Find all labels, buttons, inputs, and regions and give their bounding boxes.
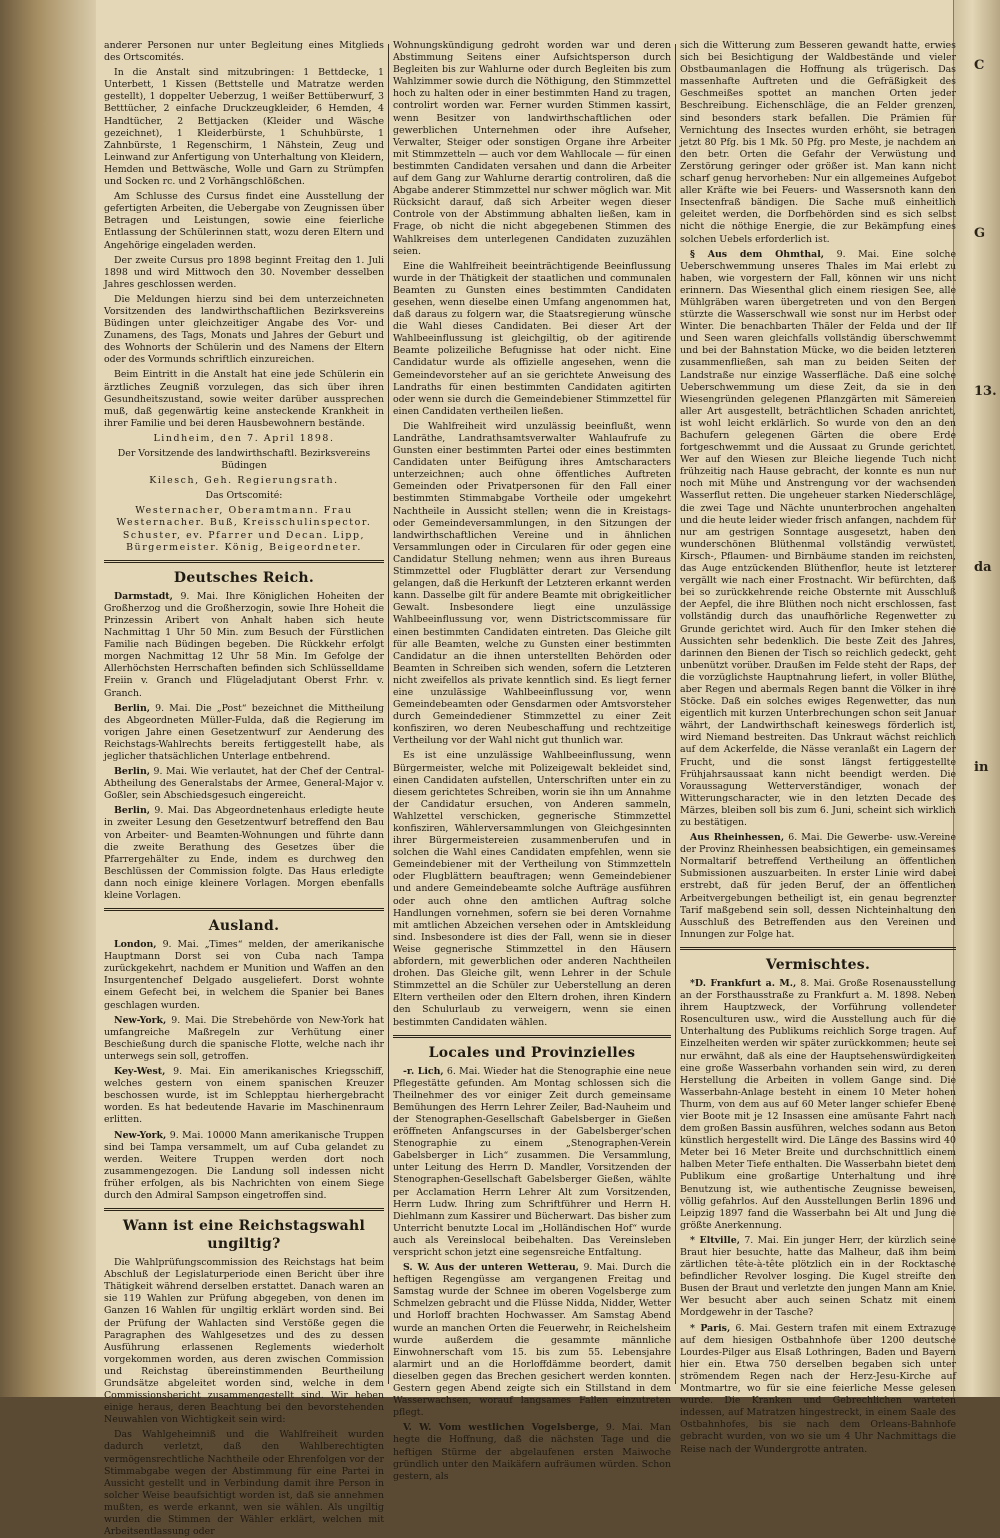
- dateline-place: Key-West,: [114, 1066, 166, 1078]
- news-item: 9. Mai. Die Strebehörde von New-York hat umfangreiche Maßregeln zur Verhütung einer Beschießung durch die spanische Flotte, welche nach ihr unterwegs sein soll, getroffen.: [104, 1014, 384, 1062]
- news-item: 9. Mai. Man hegte die Hoffnung, daß die nächsten Tage und die heftigen Stürme der abgelaufenen ersten Maiwoche gründlich unter den Maikäfern aufräumen würden. Schon gestern, als: [393, 1422, 671, 1482]
- dateline-place: Berlin,: [114, 766, 151, 778]
- news-item: 9. Mai. Die „Post“ bezeichnet die Mittheilung des Abgeordneten Müller-Fulda, daß die Regierung im vorigen Jahre einen Gesetzentwurf zur Aenderung des Reichstags-Wahlrechts bereits fertiggestellt habe, als jeglicher thatsächlichen Unterlage entbehrend.: [104, 702, 384, 762]
- column-divider: [388, 44, 389, 1384]
- paragraph: Am Schlusse des Cursus findet eine Ausstellung der gefertigten Arbeiten, die Uebergabe von Zeugnissen über Betragen und Leistungen, sowie eine feierliche Entlassung der Schülerinnen statt, wozu deren Eltern und Angehörige eingeladen werden.: [104, 191, 384, 251]
- section-rule: [393, 1035, 671, 1038]
- dateline-place: New-York,: [114, 1129, 167, 1141]
- dateline-place: V. W. Vom westlichen Vogelsberge,: [403, 1422, 599, 1434]
- dateline-place: Aus Rheinhessen,: [690, 832, 785, 844]
- paragraph: In die Anstalt sind mitzubringen: 1 Bettdecke, 1 Unterbett, 1 Kissen (Bettstelle und Matratze werden gestellt), 1 doppelter Ueberzug, 1 weißer Bettüberwurf, 3 Betttücher, 2 einfache Druckzeugkleider, 6 Hemden, 4 Handtücher, 2 Bettjacken (Kleider und Wäsche gezeichnet), 1 Kleiderbürste, 1 Schuhbürste, 1 Zahnbürste, 1 Regenschirm, 1 Nähstein, Zeug und Leinwand zur Anfertigung von Unterhaltung von Kleidern, Hemden und Bettwäsche, Wolle und Garn zu Strümpfen und Socken rc. und 2 Vorhängschlößchen.: [104, 67, 384, 188]
- dateline-place: Berlin,: [114, 805, 151, 817]
- paragraph: Das Wahlgeheimniß und die Wahlfreiheit wurden dadurch verletzt, daß den Wahlberechtigten vermögensrechtliche Nachtheile oder Ehrenfolgen vor der Stimmabgabe wegen der Abstimmung für eine Partei in Aussicht gestellt und in Verbindung damit ihre Person in solcher Weise beaufsichtigt worden ist, daß sie annehmen mußten, es werde erkannt, wen sie wählen. Als ungiltig wurden die Stimmen der Wähler erklärt, welchen mit Arbeitsentlassung oder: [104, 1429, 384, 1538]
- section-heading: Ausland.: [208, 918, 280, 935]
- news-item: 6. Mai. Gestern trafen mit einem Extrazuge auf dem hiesigen Ostbahnhofe über 1200 deutsche Lourdes-Pilger aus Elsaß Lothringen, Baden und Bayern hier ein. Etwa 750 derselben begaben sich unter strömendem Regen nach der Herz-Jesu-Kirche auf Montmartre, wo für sie eine feierliche Messe gelesen wurde. Die Kranken und Gebrechlichen warteten indessen, auf Matratzen hingestreckt, in einem Saale des Ostbahnhofes, bis sie nach dem Orleans-Bahnhofe gebracht wurden, von wo sie um 4 Uhr Nachmittags die Reise nach der Wundergrotte antraten.: [680, 1322, 956, 1455]
- section-rule: [680, 947, 956, 950]
- article-heading: Wann ist eine Reichstagswahl ungiltig?: [122, 1218, 366, 1253]
- paragraph: anderer Personen nur unter Begleitung eines Mitglieds des Ortscomités.: [104, 40, 384, 64]
- page-binding-edge: [0, 0, 96, 1397]
- section-rule: [104, 908, 384, 911]
- dateline-place: London,: [114, 939, 157, 951]
- paragraph: Die Wahlfreiheit wird unzulässig beeinflußt, wenn Landräthe, Landrathsamtsverwalter Wahlaufrufe zu Gunsten einer bestimmten Partei oder eines bestimmten Candidaten unter Beifügung ihres Amtscharacters unterzeichnen; auch ohne öffentliches Auftreten Gemeinden oder Privatpersonen für den Fall einer bestimmten Stimmabgabe Vortheile oder umgekehrt Nachtheile in Aussicht stellen; wenn die in Kreistags- oder Gemeindeversammlungen, in den Sitzungen der landwirthschaftlichen Vereine und in ähnlichen Versammlungen oder in Circularen für oder gegen eine Candidatur Stellung nehmen; wenn aus ihren Bureaus Stimmzettel oder Flugblätter derart zur Versendung gelangen, daß die Herkunft der Letzteren erkannt werden kann. Dasselbe gilt für andere Beamte mit obrigkeitlicher Gewalt. Insbesondere liegt eine unzulässige Wahlbeeinflussung vor, wenn Districtscommissare für einen bestimmten Candidaten eintreten. Das Gleiche gilt für alle Beamten, welche zu Gunsten einer bestimmten Candidatur an die ihnen unterstellten Behörden oder Beamten in Schreiben sich wenden, sofern die Letzteren nicht zweifellos als private kenntlich sind. Es liegt ferner eine unzulässige Wahlbeeinflussung vor, wenn Gemeindebeamten oder Gensdarmen oder Amtsvorsteher durch Gemeindediener Stimmzettel zu einer Zeit konfisziren, wo deren Neubeschaffung und rechtzeitige Vertheilung vor der Wahl nicht gut thunlich war.: [393, 420, 671, 747]
- dateline-place: § Aus dem Ohmthal,: [690, 248, 825, 260]
- dateline-place: S. W. Aus der unteren Wetterau,: [403, 1262, 579, 1274]
- signature-names: Westernacher, Oberamtmann. Frau Westernacher. Buß, Kreisschulinspector. Schuster, ev. Pfarrer und Decan. Lipp, Bürgermeister. König, Beigeordneter.: [116, 505, 372, 553]
- dateline-place: Darmstadt,: [114, 590, 173, 602]
- paragraph: sich die Witterung zum Besseren gewandt hatte, erwies sich bei Besichtigung der Waldbestände und vieler Obstbaumanlagen die Hoffnung als trügerisch. Das massenhafte Auftreten und die Gefräßigkeit des Geschmeißes spottet an manchen Orten jeder Beschreibung. Eichenschläge, die an Felder grenzen, sind besonders stark befallen. Die Prämien für Vernichtung des Insectes wurden erhöht, sie betragen jetzt 80 Pfg. bis 1 Mk. 50 Pfg. pro Meste, je nachdem an den betr. Orten die Gefahr der Verwüstung und Zerstörung geringer oder größer ist. Man kann nicht scharf genug hervorheben: Nur ein allgemeines Aufgebot aller Kräfte wie bei Feuers- und Wassersnoth kann den Insectenfraß bändigen. Die Sache muß einheitlich geleitet werden, die Dorfbehörden sind es sich selbst nicht die nöthige Energie, die zur Bekämpfung eines solchen Uebels erforderlich ist.: [680, 40, 956, 245]
- dateline-place: -r. Lich,: [403, 1065, 444, 1077]
- dateline-place: New-York,: [114, 1014, 167, 1026]
- news-item: 9. Mai. Eine solche Ueberschwemmung unseres Thales im Mai erlebt zu haben, wie vorgestern der Fall, können wir uns nicht erinnern. Das Wiesenthal glich einem riesigen See, alle Mühlgräben waren übergetreten und von den Bergen stürzte die Wasserschwall wie sonst nur im Herbst oder Winter. Die benachbarten Thäler der Felda und der Ilf und Seen waren gleichfalls vollständig überschwemmt und bei der Bahnstation Mücke, wo die beiden letzteren zusammenfließen, sah man zu beiden Seiten der Landstraße nur einzige Wasserfläche. Daß eine solche Ueberschwemmung um diese Zeit, da sie in den Wiesengründen gelegenen Pflanzgärten mit Sämereien aller Art ausgestellt, beträchtlichen Schaden anrichtet, ist wohl leicht erklärlich. So wurde von den an den Bachufern gelegenen Gärten die obere Erde fortgeschwemmt und die Aussaat zu Grunde gerichtet. Wer auf den Wiesen zur Bleiche liegende Tuch nicht frühzeitig nach Hause gebracht, der konnte es nun nur noch mit Mühe und Anstrengung vor der wachsenden Wasserflut retten. Die ungeheuer starken Niederschläge, die zwei Tage und Nächte ununterbrochen angehalten und die heute leider wieder frisch anfangen, nachdem für nur am gestrigen Sonntage ausgesetzt, haben den wunderschönen Blüthenmal vollständig verwüstet. Kirsch-, Pflaumen- und Birnbäume standen im reichsten, das Auge entzückenden Blüthenflor, heute ist letzterer vergällt wie nach einer Frostnacht. Wir befürchten, daß bei so zurückkehrende reiche Obsternte mit Ausschluß der Aepfel, die ihre Blüthen noch nicht erschlossen, fast vollständig durch das unaufhörliche Regenwetter zu Grunde gerichtet wird. Auch für den Imker stehen die Aussichten sehr bedenklich. Die beste Zeit des Jahres, darinnen den Bienen der Tisch so reichlich gedeckt, geht unbenützt vorüber. Draußen im Felde steht der Raps, der die vorzüglichste Hauptnahrung liefert, in voller Blüthe, aber Regen und abermals Regen bannt die Völker in ihre Stöcke. Daß ein solches ewiges Regenwetter, das nun eigentlich mit kurzen Unterbrechungen schon seit Januar währt, der Landwirthschaft keineswegs förderlich ist, wird Niemand bestreiten. Das Unkraut wächst reichlich auf dem Ackerfelde, die Nässe veranlaßt ein Lagern der Frucht, und die sonst längst fertiggestellte Frühjahrsaussaat kann nicht beendigt werden. Die Voraussagung Wetterverständiger, wonach der Witterungscharacter, wie in den letzten Decade des Märzes, bleiben soll bis zum 6. Juni, scheint sich wirklich zu bestätigen.: [680, 248, 956, 828]
- adjacent-page-strip: [953, 0, 1000, 1397]
- dateline-place: * Eltville,: [690, 1234, 740, 1246]
- paragraph: Die Meldungen hierzu sind bei dem unterzeichneten Vorsitzenden des landwirthschaftlichen Bezirksvereins Büdingen unter gleichzeitiger Angabe des Vor- und Zunamens, des Tags, Monats und Jahres der Geburt und des Wohnorts der Schülerin und des Namens der Eltern oder des Vormunds schriftlich einzureichen.: [104, 293, 384, 366]
- paragraph: Beim Eintritt in die Anstalt hat eine jede Schülerin ein ärztliches Zeugniß vorzulegen, das sich über ihren Gesundheitszustand, sowie weiter darüber aussprechen muß, daß gegenwärtig keine ansteckende Krankheit in ihrer Familie und bei deren Hausbewohnern bestände.: [104, 369, 384, 429]
- dateline: Lindheim, den 7. April 1898.: [153, 432, 335, 444]
- signature-title: Der Vorsitzende des landwirthschaftl. Bezirksvereins Büdingen: [117, 448, 371, 472]
- signature-name: Kilesch, Geh. Regierungsrath.: [149, 475, 339, 487]
- column-2: [393, 40, 671, 1482]
- strip-fragment: G: [974, 226, 986, 241]
- column-1: [104, 40, 385, 1538]
- column-3: [680, 40, 957, 1455]
- news-item: 8. Mai. Große Rosenausstellung an der Forsthausstraße zu Frankfurt a. M. 1898. Neben ihrem Hauptzweck, der Vorführung vollendeter Rosenculturen usw., wird die Ausstellung auch für die Unterhaltung des Publikums reichlich Sorge tragen. Auf Einzelheiten werden wir später zurückkommen; heute sei nur erwähnt, daß als eine der Hauptsehenswürdigkeiten eine große Wasserbahn vorhanden sein wird, zu deren Herstellung die Arbeiten in vollem Gange sind. Die Wasserbahn-Anlage besteht in einem 10 Meter hohen Thurm, von dem aus auf 60 Meter langer schiefer Ebene vier Boote mit je 12 Insassen eine amüsante Fahrt nach dem großen Bassin ausführen, welches sodann aus Beton künstlich hergestellt wird. Die Länge des Bassins wird 40 Meter bei 16 Meter Breite und durchschnittlich einem halben Meter Tiefe enthalten. Die Wasserbahn bietet dem Publikum eine großartige Unterhaltung und ihre Benutzung ist, wie authentische Zeugnisse beweisen, völlig gefahrlos. Auf den Ausstellungen Berlin 1896 und Leipzig 1897 fand die Wasserbahn bei Alt und Jung die größte Anerkennung.: [680, 977, 957, 1231]
- section-heading: Vermischtes.: [765, 956, 871, 973]
- section-rule: [104, 560, 384, 563]
- news-item: 9. Mai. Das Abgeordnetenhaus erledigte heute in zweiter Lesung den Gesetzentwurf betreffend den Bau von Arbeiter- und Beamten-Wohnungen und führte dann die zweite Berathung des Gesetzes über die Pfarrergehälter zu Ende, indem es durchweg den Beschlüssen der Commission folgte. Das Haus erledigte dann noch einige kleinere Vorlagen. Morgen ebenfalls kleine Vorlagen.: [104, 805, 384, 901]
- dateline-place: *D. Frankfurt a. M.,: [690, 977, 797, 989]
- paragraph: Der zweite Cursus pro 1898 beginnt Freitag den 1. Juli 1898 und wird Mittwoch den 30. November desselben Jahres geschlossen werden.: [104, 254, 384, 290]
- news-item: 9. Mai. Ein amerikanisches Kriegsschiff, welches gestern von einem spanischen Kreuzer beschossen wurde, ist im Schlepptau hierhergebracht worden. Es hat bedeutende Havarie im Maschinenraum erlitten.: [104, 1066, 384, 1126]
- news-item: 9. Mai. Wie verlautet, hat der Chef der Central-Abtheilung des Generalstabs der Armee, General-Major v. Goßler, sein Abschiedsgesuch eingereicht.: [104, 766, 385, 802]
- section-heading: Deutsches Reich.: [173, 569, 315, 586]
- news-item: 9. Mai. 10000 Mann amerikanische Truppen sind bei Tampa versammelt, um auf Cuba gelandet zu werden. Weitere Truppen werden dort noch zusammengezogen. Die Landung soll indessen nicht früher erfolgen, als bis Nachrichten von einem Siege durch den Admiral Sampson eingetroffen sind.: [104, 1129, 385, 1201]
- news-item: 7. Mai. Ein junger Herr, der kürzlich seine Braut hier besuchte, hatte das Malheur, daß ihm beim zärtlichen tête-à-tête plötzlich ein in der Rocktasche befindlicher Revolver losging. Die Kugel streifte den Busen der Braut und verletzte den jungen Mann am Knie. Wer besucht aber auch seinen Schatz mit einem Mordgewehr in der Tasche?: [680, 1234, 956, 1319]
- strip-fragment: da: [974, 560, 992, 575]
- dateline-place: * Paris,: [690, 1322, 731, 1334]
- dateline-place: Berlin,: [114, 702, 151, 714]
- news-item: 6. Mai. Die Gewerbe- usw.-Vereine der Provinz Rheinhessen beabsichtigen, ein gemeinsames Normaltarif betreffend Vertheilung an öffentlichen Submissionen auszuarbeiten. In erster Linie wird dabei erstrebt, daß für jeden Beruf, der an öffentlichen Arbeitvergebungen betheiligt ist, ein genau begrenzter Tarif maßgebend sein soll, dessen Nichteinhaltung den Ausschluß des Betreffenden aus den Vereinen und Innungen zur Folge hat.: [680, 832, 956, 940]
- section-rule: [104, 1208, 384, 1211]
- news-item: 9. Mai. Durch die heftigen Regengüsse am vergangenen Freitag und Samstag wurde der Schnee im oberen Vogelsberge zum Schmelzen gebracht und die Flüsse Nidda, Nidder, Wetter und Horloff brachten Hochwasser. Am Samstag Abend wurde an manchen Orten die Feuerwehr, in Reichelsheim wurde außerdem die gesammte männliche Einwohnerschaft vom 15. bis zum 55. Lebensjahre alarmirt und an die Horloffdämme beordert, damit dieselben gegen das Brechen gesichert werden konnten. Gestern gegen Abend zeigte sich ein Stillstand in dem Wasserwachsen, worauf langsames Fallen einzutreten pflegt.: [393, 1262, 671, 1419]
- news-item: 6. Mai. Wieder hat die Stenographie eine neue Pflegestätte gefunden. Am Montag schlossen sich die Theilnehmer des vor einiger Zeit durch gemeinsame Bemühungen des Herrn Lehrer Zeiler, Bad-Nauheim und der Stenographen-Gesellschaft Gabelsberger in Gießen eröffneten Anfangscurses in der Gabelsberger'schen Stenographie zu einem „Stenographen-Verein Gabelsberger in Lich“ zusammen. Die Versammlung, unter Leitung des Herrn D. Mandler, Vorsitzenden der Stenographen-Gesellschaft Gabelsberger Gießen, wählte per Acclamation Herrn Lehrer Alt zum Vorsitzenden, Herrn Ludw. Ihring zum Schriftführer und Herrn H. Diehlmann zum Kassirer und Bücherwart. Das bisher zum Unterricht benutzte Local im „Holländischen Hof“ wurde auch als Vereinslocal beibehalten. Das Vereinsleben verspricht schon jetzt eine segensreiche Entfaltung.: [393, 1065, 671, 1258]
- column-divider: [675, 44, 676, 1384]
- signature-title: Das Ortscomité:: [205, 490, 283, 502]
- paragraph: Es ist eine unzulässige Wahlbeeinflussung, wenn Bürgermeister, welche mit Polizeigewalt bekleidet sind, einen Candidaten aufstellen, Unterschriften unter ein zu diesem gerichtetes Schreiben, worin sie ihn um Annahme der Candidatur ersuchen, von Anderen sammeln, Wahlzettel verschicken, gegnerische Stimmzettel konfisziren, Wählerversammlungen von Gleichgesinnten ihrer Bürgermeistereien zusammenberufen und in solchen die Wahl eines Candidaten empfehlen, wenn sie Gemeindebiener mit der Vertheilung von Stimmzetteln oder Flugblättern beauftragen; wenn Gemeindebiener und andere Gemeindebeamte solche Aufträge ausführen oder auch ohne den amtlichen Auftrag solche Handlungen vornehmen, sofern sie bei deren Vornahme mit amtlichen Abzeichen versehen oder in Amtskleidung sind. Insbesondere ist dies der Fall, wenn sie in dieser Weise gegnerische Stimmzettel in den Häusern abfordern, mit gewerblichen oder anderen Nachtheilen drohen. Das Gleiche gilt, wenn Lehrer in der Schule Stimmzettel an die Schüler zur Ueberstellung an deren Eltern vertheilen oder den Eltern drohen, ihren Kindern den Schulurlaub zu verweigern, wenn sie einen bestimmten Candidaten wählen.: [393, 750, 671, 1028]
- strip-fragment: 13.: [974, 384, 997, 399]
- news-item: 9. Mai. Ihre Königlichen Hoheiten der Großherzog und die Großherzogin, sowie Ihre Hoheit die Prinzessin Aribert von Anhalt haben sich heute Nachmittag 1 Uhr 50 Min. zum Besuch der Fürstlichen Familie nach Büdingen begeben. Die Rückkehr erfolgt morgen Nachmittag 12 Uhr 58 Min. Im Gefolge der Allerhöchsten Herrschaften befinden sich Schlüsselldame Freiin v. Granch und Flügeladjutant Oberst Frhr. v. Granch.: [104, 590, 384, 699]
- strip-fragment: C: [974, 58, 985, 73]
- news-item: 9. Mai. „Times“ melden, der amerikanische Hauptmann Dorst sei von Cuba nach Tampa zurückgekehrt, nachdem er Munition und Waffen an den Insurgentenchef Delgado ausgeliefert. Dorst wohnte einem Gefecht bei, in welchem die Spanier bei Banes geschlagen wurden.: [104, 939, 385, 1011]
- paragraph: Wohnungskündigung gedroht worden war und deren Abstimmung Seitens einer Aufsichtsperson durch Begleiten bis zur Wahlurne oder durch Begleiten bis zum Wahlzimmer sowie durch die Nöthigung, den Stimmzettel hoch zu halten oder in einer bestimmten Hand zu tragen, controlirt worden war. Ferner wurden Stimmen kassirt, wenn Besitzer von landwirthschaftlichen oder gewerblichen Unternehmen oder ihre Aufseher, Verwalter, Steiger oder sonstigen Organe ihre Arbeiter mit Stimmzetteln — auch vor dem Wahllocale — für einen bestimmten Candidaten versahen und dann die Arbeiter auf dem Gang zur Wahlurne derartig controliren, daß die Abgabe anderer Stimmzettel nur schwer möglich war. Mit Rücksicht darauf, daß sich Arbeiter wegen dieser Controle von der Abstimmung abhalten ließen, kam in Frage, ob nicht die nicht abgegebenen Stimmen des Wahlkreises dem unterlegenen Candidaten zuzuzählen seien.: [393, 40, 671, 257]
- strip-fragment: in: [974, 760, 989, 775]
- section-heading: Locales und Provinzielles: [428, 1044, 636, 1061]
- paragraph: Eine die Wahlfreiheit beeinträchtigende Beeinflussung wurde in der Thätigkeit der staatlichen und communalen Beamten zu Gunsten eines bestimmten Candidaten gesehen, wenn dieselbe einen Umfang angenommen hat, daß daraus zu folgern war, die Staatsregierung wünsche die Wahl dieses Candidaten. Bei dieser Art der Wahlbeeinflussung ist gleichgiltig, ob der agitirende Beamte polizeiliche Befugnisse hat oder nicht. Eine Candidatur wurde als offizielle angesehen, wenn die Gemeindevorsteher auf an sie gerichtete Anweisung des Landraths für einen bestimmten Candidaten agitirten oder wenn sie durch die Gemeindebiener Stimmzettel für einen Candidaten vertheilen ließen.: [393, 260, 671, 417]
- paragraph: Die Wahlprüfungscommission des Reichstags hat beim Abschluß der Legislaturperiode einen Bericht über ihre Thätigkeit während derselben erstattet. Danach waren an sie 119 Wahlen zur Prüfung abgegeben, von denen im Ganzen 16 Wahlen für ungiltig erklärt worden sind. Bei der Prüfung der Wahlacten sind Verstöße gegen die Paragraphen des Wahlgesetzes und des zu dessen Ausführung erlassenen Reglements wiederholt vorgekommen worden, aus deren zwischen Commission und Reichstag übereinstimmenden Beurtheilung Grundsätze abgeleitet worden sind, welche in dem Commissionsbericht zusammengestellt sind. Wir heben einige heraus, deren Beachtung bei den bevorstehenden Neuwahlen von Wichtigkeit sein wird:: [104, 1257, 384, 1426]
